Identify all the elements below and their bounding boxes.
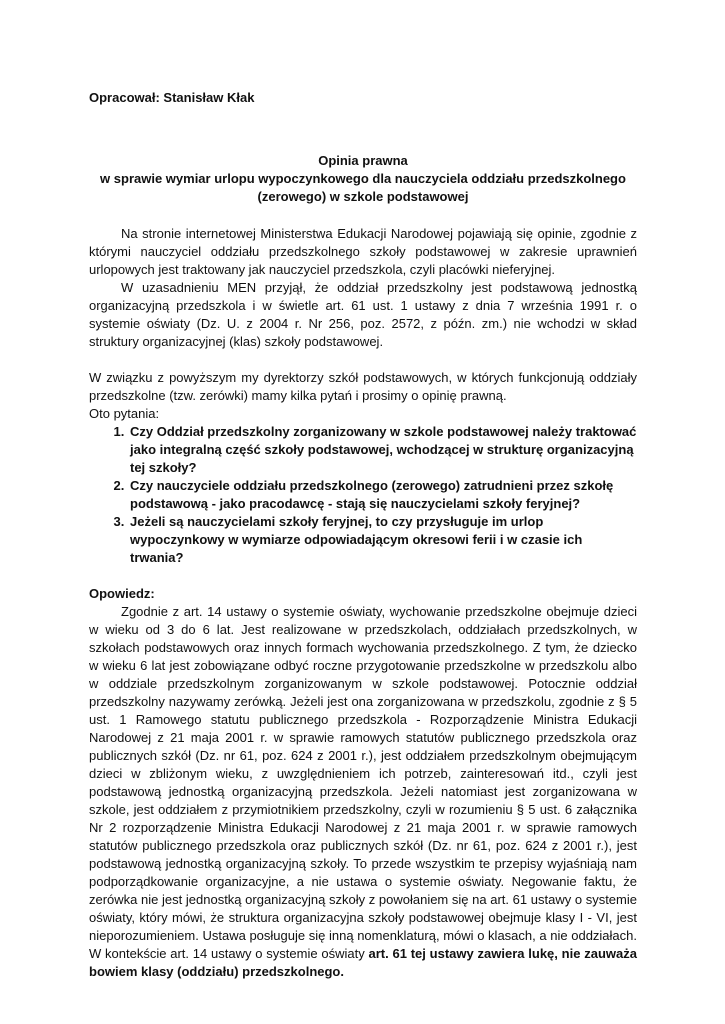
question-item: 3. Jeżeli są nauczycielami szkoły feryjnej, to czy przysługuje im urlop wypoczynkowy w wymiarze odpowiadającym okresowi ferii i w czasie ich trwania? [128,513,637,567]
spacer [89,567,637,585]
question-item: 1. Czy Oddział przedszkolny zorganizowany w szkole podstawowej należy traktować jako integralną część szkoły podstawowej, wchodzącej w strukturę organizacyjną tej szkoły? [128,423,637,477]
spacer [89,351,637,369]
questions-list [89,423,637,567]
intro-paragraph-1: Na stronie internetowej Ministerstwa Edukacji Narodowej pojawiają się opinie, zgodnie z którymi nauczyciel oddziału przedszkolnego szkoły podstawowej w zakresie uprawnień urlopowych jest traktowany jak nauczyciel przedszkola, czyli placówki nieferyjnej. [89,226,637,277]
answer-heading: Opowiedz: [89,586,155,601]
answer-text: Zgodnie z art. 14 ustawy o systemie oświaty, wychowanie przedszkolne obejmuje dzieci w wieku od 3 do 6 lat. Jest realizowane w przedszkolach, oddziałach przedszkolnych, w szkołach podstawowych oraz innych formach wychowania przedszkolnego. Z tym, że dziecko w wieku 6 lat jest zobowiązane odbyć roczne przygotowanie przedszkolne w przedszkolu albo w oddziale przedszkolnym zorganizowanym w szkole podstawowej. Potocznie oddział przedszkolny nazywamy zerówką. Jeżeli jest ona zorganizowana w przedszkolu, zgodnie z § 5 ust. 1 Ramowego statutu publicznego przedszkola - Rozporządzenie Ministra Edukacji Narodowej z 21 maja 2001 r. w sprawie ramowych statutów publicznego przedszkola oraz publicznych szkół (Dz. nr 61, poz. 624 z 2001 r.), jest oddziałem przedszkolnym obejmującym dzieci w zbliżonym wieku, z uwzględnieniem ich potrzeb, zainteresowań itd., czyli jest podstawową jednostką organizacyjną przedszkola. Jeżeli natomiast jest zorganizowana w szkole, jest oddziałem z przymiotnikiem przedszkolny, czyli w rozumieniu § 5 ust. 6 załącznika Nr 2 rozporządzenie Ministra Edukacji Narodowej z 21 maja 2001 r. w sprawie ramowych statutów publicznego przedszkola oraz publicznych szkół (Dz. nr 61, poz. 624 z 2001 r.), jest podstawową jednostką organizacyjną szkoły. To przede wszystkim te przepisy wyjaśniają nam podporządkowanie organizacyjne, a nie ustawa o systemie oświaty. Negowanie faktu, że zerówka nie jest jednostką organizacyjną szkoły z powołaniem się na art. 61 ustawy o systemie oświaty, który mówi, że struktura organizacyjna szkoły podstawowej obejmuje klasy I - VI, jest nieporozumieniem. Ustawa posługuje się inną nomenklaturą, mówi o klasach, a nie oddziałach. W kontekście art. 14 ustawy o systemie oświaty [89,604,637,961]
answer-bold-ending: art. 61 tej ustawy zawiera lukę, nie zauważa bowiem klasy (oddziału) przedszkolnego. [89,946,637,979]
intro-paragraph-2: W uzasadnieniu MEN przyjął, że oddział przedszkolny jest podstawową jednostką organizacyjną przedszkola i w świetle art. 61 ust. 1 ustawy z dnia 7 września 1991 r. o systemie oświaty (Dz. U. z 2004 r. Nr 256, poz. 2572, z późn. zm.) nie wchodzi w skład struktury organizacyjnej (klas) szkoły podstawowej. [89,280,637,349]
title-line-2: w sprawie wymiar urlopu wypoczynkowego dla nauczyciela oddziału przedszkolnego [100,171,626,186]
title-line-3: (zerowego) w szkole podstawowej [257,189,469,204]
document-title [89,152,637,206]
question-item: 2. Czy nauczyciele oddziału przedszkolnego (zerowego) zatrudnieni przez szkołę podstawową - jako pracodawcę - stają się nauczycielami szkoły feryjnej? [128,477,637,513]
author-line: Opracował: Stanisław Kłak [89,90,255,105]
document-body [89,225,637,981]
answer-paragraph [89,603,637,981]
questions-label: Oto pytania: [89,406,160,421]
request-paragraph: W związku z powyższym my dyrektorzy szkół podstawowych, w których funkcjonują oddziały przedszkolne (tzw. zerówki) mamy kilka pytań i prosimy o opinię prawną. [89,370,637,403]
title-line-1: Opinia prawna [318,153,408,168]
